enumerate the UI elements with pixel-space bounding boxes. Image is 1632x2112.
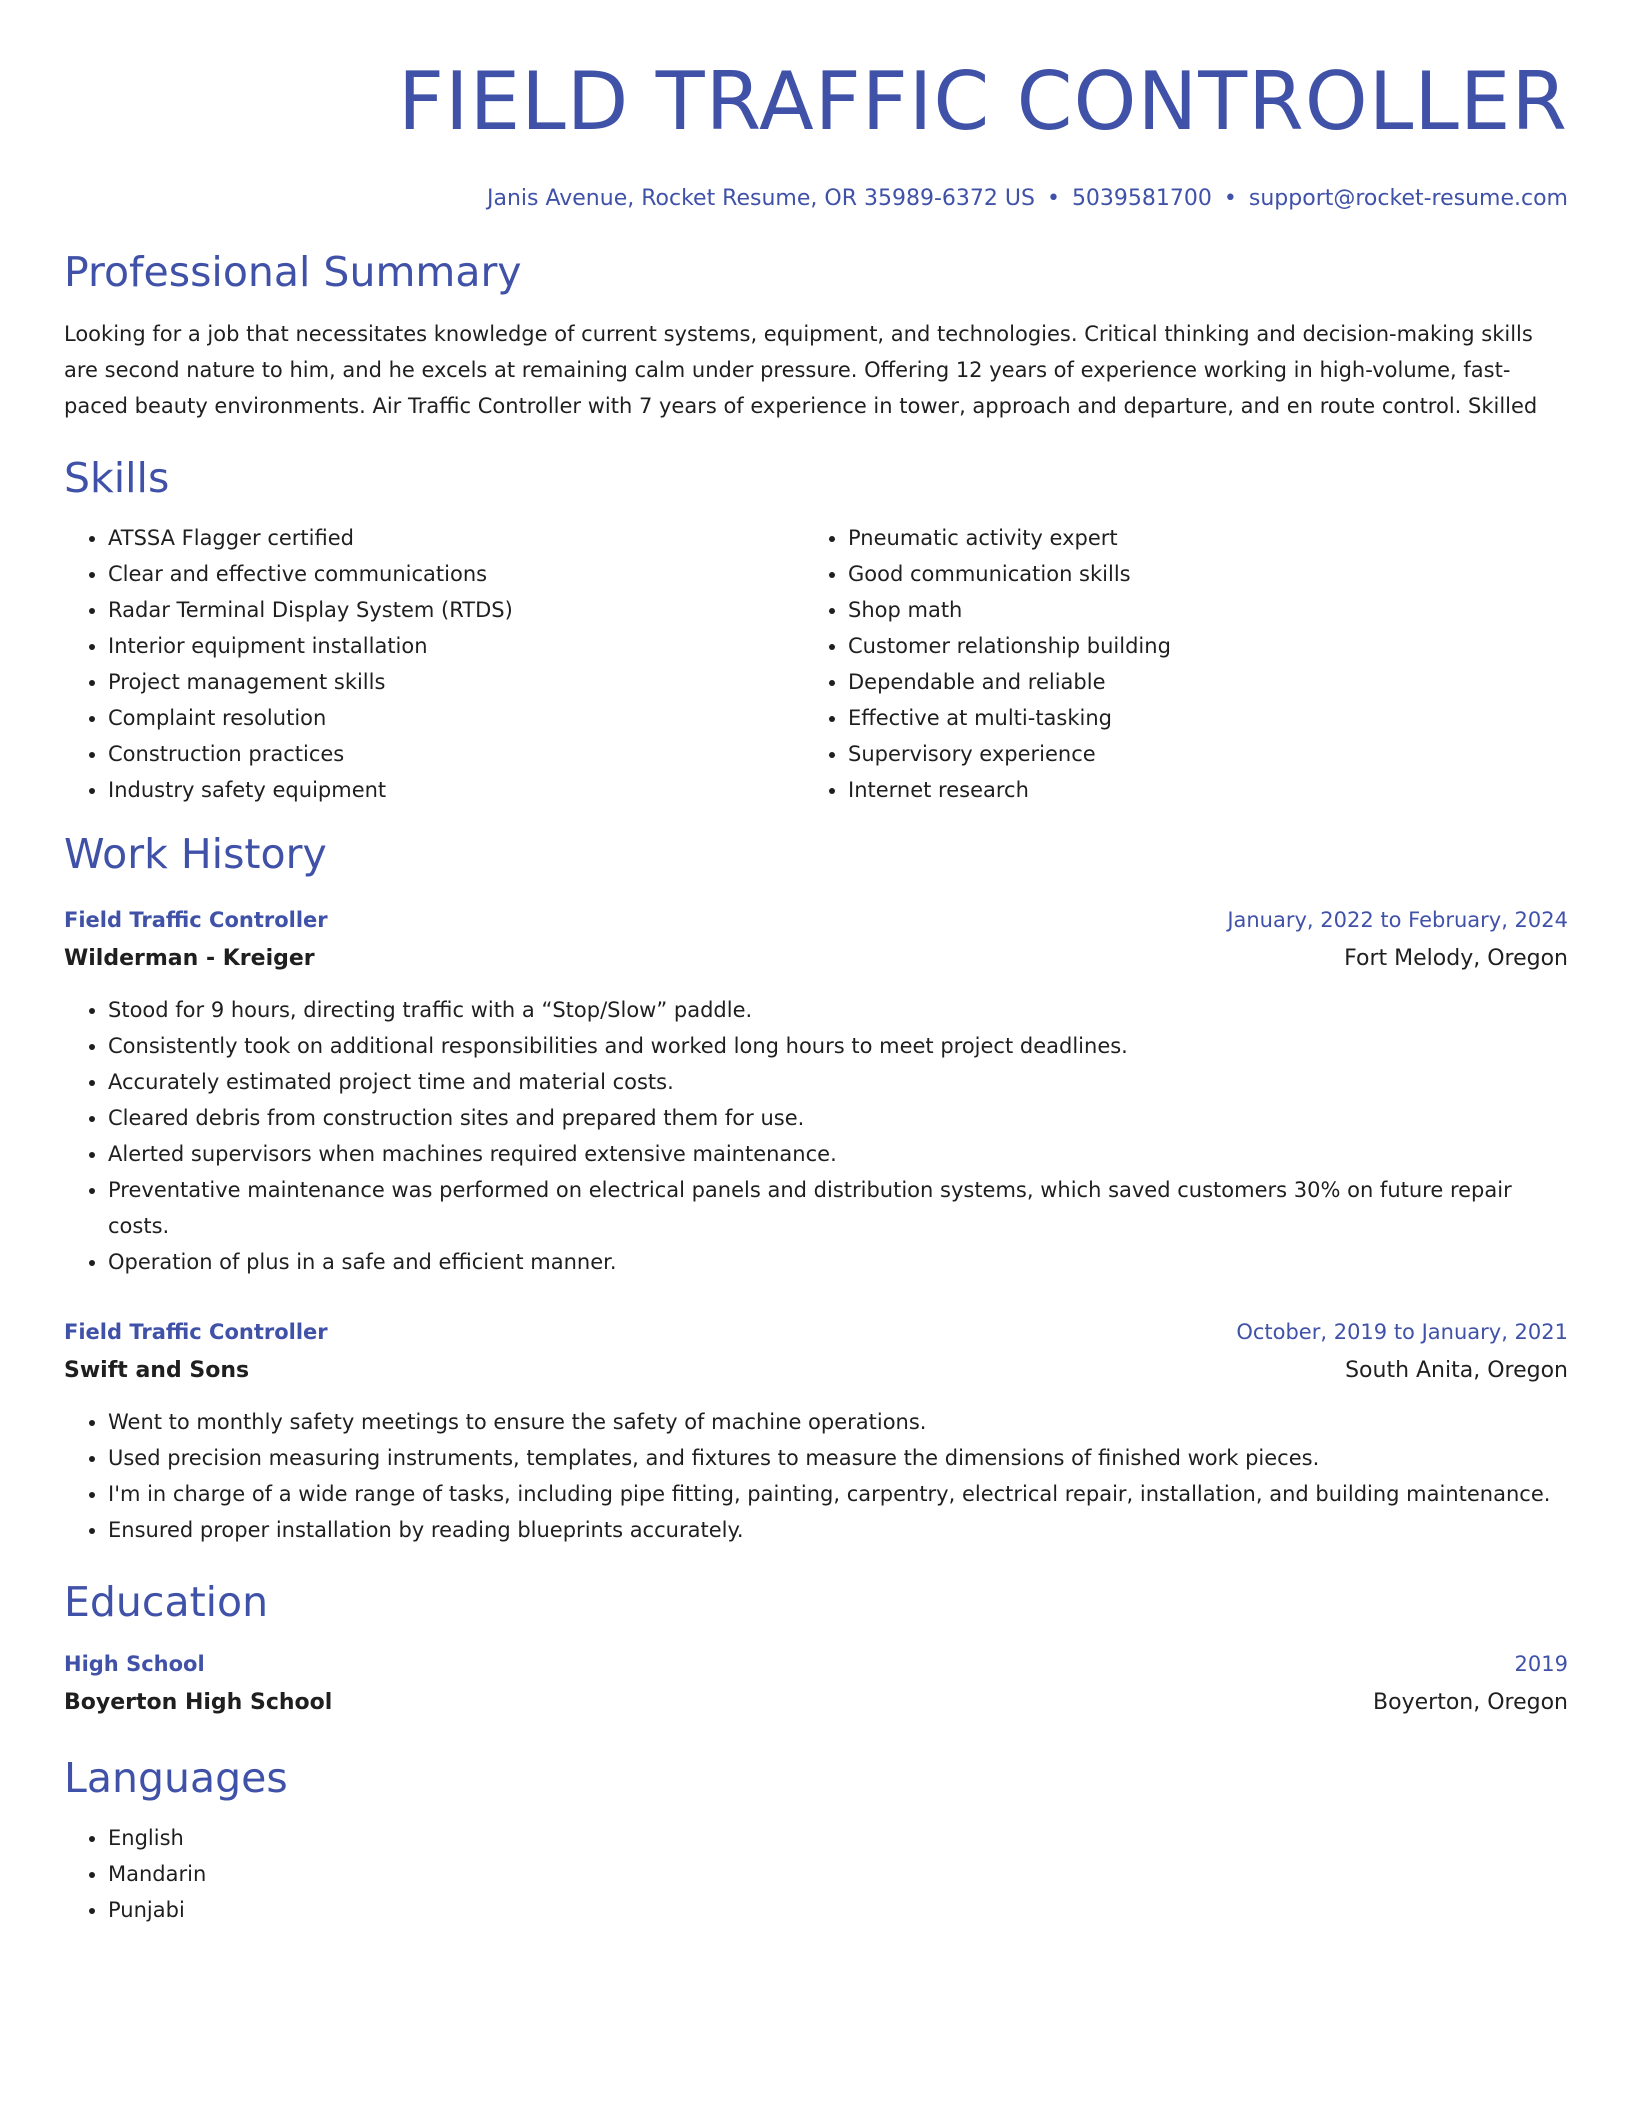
- education-year: 2019: [1514, 1652, 1568, 1676]
- skill-item: • Good communication skills: [848, 556, 1568, 592]
- skill-item: • Pneumatic activity expert: [848, 520, 1568, 556]
- job-bullet: • Stood for 9 hours, directing traffic with a “Stop/Slow” paddle.: [108, 992, 1568, 1028]
- job-subheader: [64, 940, 1568, 978]
- skill-item: • Clear and effective communications: [108, 556, 804, 592]
- contact-address: Janis Avenue, Rocket Resume, OR 35989-6372 US: [487, 186, 1035, 211]
- skill-item: • Internet research: [848, 772, 1568, 808]
- job-bullets: [64, 992, 1568, 1280]
- education-degree: High School: [64, 1652, 205, 1676]
- job-bullet: • Alerted supervisors when machines required extensive maintenance.: [108, 1136, 1568, 1172]
- job-location: Fort Melody, Oregon: [1344, 946, 1568, 971]
- job-company: Wilderman - Kreiger: [64, 946, 315, 971]
- job-bullet: • Operation of plus in a safe and efficient manner.: [108, 1244, 1568, 1280]
- education-school: Boyerton High School: [64, 1690, 333, 1715]
- education-header: [64, 1646, 1568, 1682]
- skill-item: • Shop math: [848, 592, 1568, 628]
- skills-list-right: [804, 520, 1568, 808]
- job-header: [64, 1314, 1568, 1350]
- job-bullet: • Ensured proper installation by reading blueprints accurately.: [108, 1512, 1568, 1548]
- job-role: Field Traffic Controller: [64, 908, 328, 932]
- summary-heading: Professional Summary: [64, 248, 522, 296]
- language-item: • Mandarin: [108, 1856, 1568, 1892]
- summary-text: Looking for a job that necessitates knowledge of current systems, equipment, and technologies. Critical thinking and decision-making skills are second nature to him, and he excels at remaining calm under pressure. Offering 12 years of experience working in high-volume, fast-paced beauty environments. Air Traffic Controller with 7 years of experience in tower, approach and departure, and en route control. Skilled: [64, 322, 1538, 418]
- skills-grid: [64, 520, 1568, 808]
- job-entry: [64, 902, 1568, 1280]
- job-header: [64, 902, 1568, 938]
- job-dates: January, 2022 to February, 2024: [1227, 908, 1568, 932]
- job-bullet: • Cleared debris from construction sites and prepared them for use.: [108, 1100, 1568, 1136]
- job-bullet: • Used precision measuring instruments, templates, and fixtures to measure the dimensions of finished work pieces.: [108, 1440, 1568, 1476]
- skill-item: • Industry safety equipment: [108, 772, 804, 808]
- job-entry: [64, 1314, 1568, 1548]
- contact-separator: •: [1223, 186, 1237, 211]
- job-role: Field Traffic Controller: [64, 1320, 328, 1344]
- job-location: South Anita, Oregon: [1345, 1358, 1568, 1383]
- job-bullet: • Went to monthly safety meetings to ensure the safety of machine operations.: [108, 1404, 1568, 1440]
- language-item: • Punjabi: [108, 1892, 1568, 1928]
- skills-heading: Skills: [64, 454, 170, 502]
- skill-item: • ATSSA Flagger certified: [108, 520, 804, 556]
- contact-separator: •: [1046, 186, 1060, 211]
- languages-list: [64, 1820, 1568, 1928]
- job-dates: October, 2019 to January, 2021: [1236, 1320, 1568, 1344]
- job-bullet: • Preventative maintenance was performed on electrical panels and distribution systems, which saved customers 30% on future repair costs.: [108, 1172, 1568, 1244]
- job-subheader: [64, 1352, 1568, 1390]
- languages-heading: Languages: [64, 1754, 288, 1802]
- skill-item: • Effective at multi-tasking: [848, 700, 1568, 736]
- skill-item: • Construction practices: [108, 736, 804, 772]
- resume-name: FIELD TRAFFIC CONTROLLER: [398, 55, 1568, 148]
- skill-item: • Project management skills: [108, 664, 804, 700]
- contact-email: support@rocket-resume.com: [1248, 186, 1568, 211]
- skill-item: • Complaint resolution: [108, 700, 804, 736]
- skill-item: • Customer relationship building: [848, 628, 1568, 664]
- education-entry: [64, 1646, 1568, 1722]
- skills-list-left: [64, 520, 804, 808]
- education-subheader: [64, 1684, 1568, 1722]
- contact-phone: 5039581700: [1071, 186, 1212, 211]
- work-history-heading: Work History: [64, 830, 327, 878]
- skill-item: • Interior equipment installation: [108, 628, 804, 664]
- job-company: Swift and Sons: [64, 1358, 250, 1383]
- skill-item: • Radar Terminal Display System (RTDS): [108, 592, 804, 628]
- job-bullets: [64, 1404, 1568, 1548]
- job-bullet: • Consistently took on additional responsibilities and worked long hours to meet project deadlines.: [108, 1028, 1568, 1064]
- skill-item: • Dependable and reliable: [848, 664, 1568, 700]
- job-bullet: • Accurately estimated project time and material costs.: [108, 1064, 1568, 1100]
- job-bullet: • I'm in charge of a wide range of tasks, including pipe fitting, painting, carpentry, electrical repair, installation, and building maintenance.: [108, 1476, 1568, 1512]
- education-location: Boyerton, Oregon: [1373, 1690, 1568, 1715]
- skill-item: • Supervisory experience: [848, 736, 1568, 772]
- language-item: • English: [108, 1820, 1568, 1856]
- education-heading: Education: [64, 1578, 269, 1626]
- contact-line: [64, 184, 1568, 214]
